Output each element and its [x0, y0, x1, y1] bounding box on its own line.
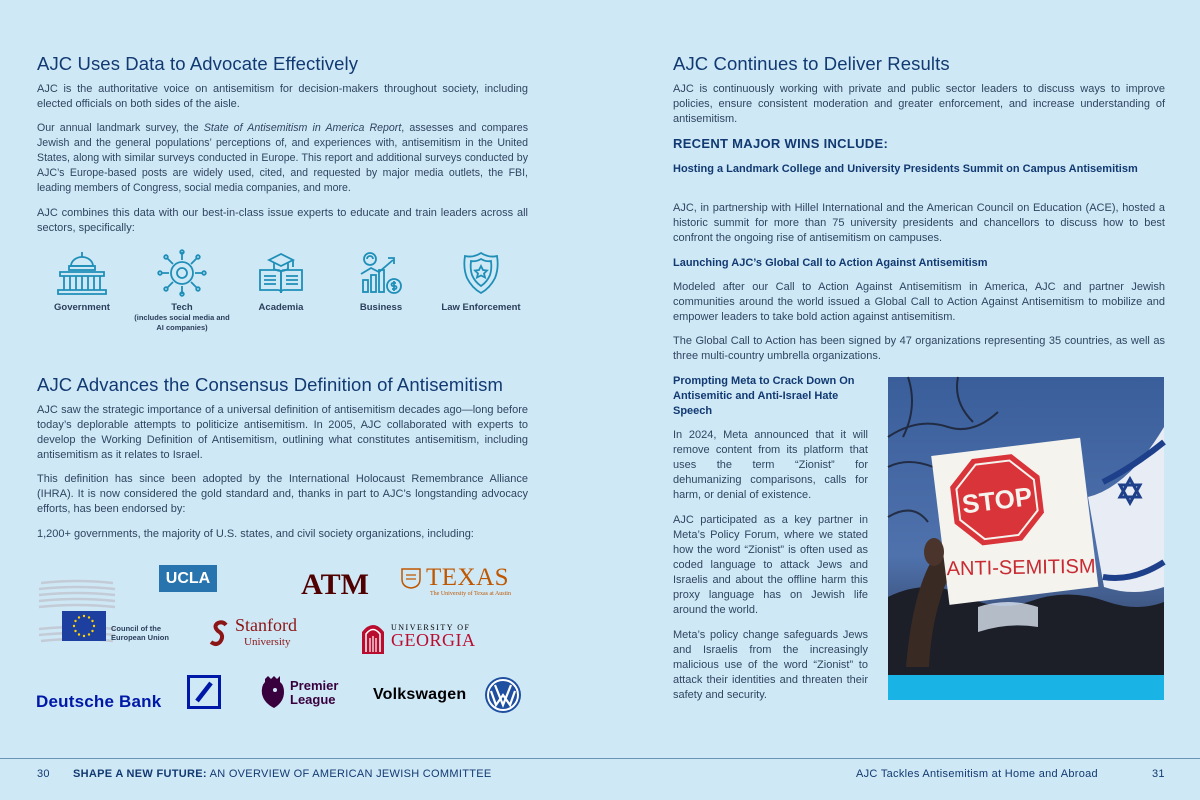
- ut-austin-logo: [400, 565, 525, 601]
- win2-body-1: Modeled after our Call to Action Against Antisemitism in America, AJC and partner Jewish communities around the world issued a Global Call to Action Against Antisemitism to mobilize and empower leaders to take bold action against antisemitism.: [673, 281, 1165, 323]
- premier-league-logo: [259, 675, 349, 711]
- texas-subtitle: The University of Texas at Austin: [430, 591, 511, 597]
- eu-council-text: Council of the European Union: [111, 624, 169, 642]
- stanford-wordmark: Stanford: [235, 615, 297, 635]
- paragraph-results-intro: AJC is continuously working with private and public sector leaders to discuss ways to improve policies, ensure consistent moderation and greater enforcement, and increase understanding of antisemitism.: [673, 83, 1165, 125]
- sector-label: Academia: [258, 302, 304, 313]
- sector-sublabel: (includes social media and AI companies): [134, 313, 230, 332]
- win1-title: Hosting a Landmark College and University Presidents Summit on Campus Antisemitism: [673, 163, 1138, 175]
- sector-tech: [132, 250, 232, 333]
- win3-body-3: Meta’s policy change safeguards Jews and Israelis from the increasingly malicious use of the word “Zionist” to attack their identities and threaten their safety and security.: [673, 629, 868, 701]
- wins-heading: RECENT MAJOR WINS INCLUDE:: [673, 136, 889, 151]
- tamu-mark: ATM: [301, 568, 369, 601]
- volkswagen-wordmark: Volkswagen: [373, 686, 467, 703]
- stanford-s-icon: [211, 619, 231, 649]
- paragraph-annual-survey: Our annual landmark survey, the State of Antisemitism in America Report, assesses and compares Jewish and the general populations’ perceptions of, and experiences with, antisemitism in the United States, along with similar surveys conducted in Europe. This report and additional surveys conducted by AJC’s Europe-based posts are widely used, cited, and requested by major media outlets, the FBI, leading members of Congress, social media companies, and more.: [37, 122, 529, 194]
- georgia-wordmark: GEORGIA: [391, 630, 476, 650]
- protest-photo: [888, 377, 1164, 700]
- section-title-results: AJC Continues to Deliver Results: [673, 53, 950, 74]
- ut-seal-icon: [400, 567, 422, 589]
- footer-right-title: AJC Tackles Antisemitism at Home and Abroad: [856, 768, 1098, 780]
- georgia-arch-icon: [360, 620, 386, 656]
- footer-left-page-number: 30: [37, 768, 50, 780]
- stanford-logo: [211, 617, 311, 653]
- texas-am-logo: [301, 563, 369, 601]
- footer-left-title: SHAPE A NEW FUTURE: AN OVERVIEW OF AMERICAN JEWISH COMMITTEE: [73, 768, 492, 780]
- sign-antisemitism-text: ANTI-SEMITISM: [946, 555, 1096, 581]
- section-title-definition: AJC Advances the Consensus Definition of Antisemitism: [37, 374, 503, 395]
- eu-council-logo: [37, 579, 187, 649]
- sector-label: Tech: [171, 302, 193, 313]
- police-badge-icon: [455, 250, 507, 296]
- report-title: State of Antisemitism in America Report: [203, 122, 402, 134]
- growth-chart-icon: [355, 250, 407, 296]
- footer-right-page-number: 31: [1152, 768, 1165, 780]
- texas-wordmark: TEXAS: [426, 564, 510, 591]
- footer-divider: [0, 758, 1200, 759]
- ucla-logo: UCLA: [159, 565, 217, 592]
- sector-icons-row: [37, 256, 528, 346]
- win3-body-2: AJC participated as a key partner in Meta’s Policy Forum, where we stated how the word “Zionist” is often used as coded language to attack Jews and Israelis and about the offline harm this proxy language has on Jewish life around the world.: [673, 514, 868, 616]
- win3-title: Prompting Meta to Crack Down On Antisemitic and Anti-Israel Hate Speech: [673, 375, 855, 417]
- paragraph-combines-data: AJC combines this data with our best-in-class issue experts to educate and train leaders across all sectors, specifically:: [37, 207, 528, 234]
- capitol-building-icon: [56, 250, 108, 296]
- sector-label: Business: [359, 302, 403, 313]
- paragraph-ihra: This definition has since been adopted by the International Holocaust Remembrance Alliance (IHRA). It is now considered the gold standard and, thanks in part to AJC’s longstanding advocacy efforts, has been endorsed by:: [37, 473, 528, 515]
- georgia-logo: [360, 620, 480, 658]
- georgia-top-text: UNIVERSITY OF: [391, 623, 471, 632]
- sector-government: [32, 250, 132, 313]
- eu-building-icon: [37, 579, 117, 649]
- sector-label: Law Enforcement: [441, 302, 521, 313]
- paragraph-strategic-importance: AJC saw the strategic importance of a universal definition of antisemitism decades ago—long before today’s deplorable attempts to politicize antisemitism. In 2005, AJC collaborated with experts to develop the Working Definition of Antisemitism, outlining what constitutes antisemitism, including antisemitism as it relates to Israel.: [37, 404, 528, 461]
- deutsche-bank-slash-icon: [187, 675, 221, 709]
- sector-business: [331, 250, 431, 313]
- win2-body-2: The Global Call to Action has been signed by 47 organizations representing 35 countries, as well as three multi-country umbrella organizations.: [673, 335, 1165, 362]
- paragraph-authoritative-voice: AJC is the authoritative voice on antisemitism for decision-makers throughout society, including elected officials on both sides of the aisle.: [37, 83, 528, 110]
- win3-body-1: In 2024, Meta announced that it will remove content from its platform that uses the term “Zionist” for dehumanizing comparisons, calls for harm, or denial of existence.: [673, 429, 868, 501]
- volkswagen-emblem-icon: [484, 676, 522, 714]
- stanford-subtitle: University: [244, 636, 291, 648]
- deutsche-bank-wordmark: Deutsche Bank: [36, 692, 162, 711]
- circuit-chip-icon: [156, 250, 208, 296]
- win1-body: AJC, in partnership with Hillel International and the American Council on Education (ACE), hosted a historic summit for more than 75 university presidents and chancellors to discuss how to best confront the ongoing rise of antisemitism on campuses.: [673, 202, 1165, 244]
- sign-stop-text: STOP: [960, 481, 1034, 520]
- win2-title: Launching AJC’s Global Call to Action Against Antisemitism: [673, 257, 988, 269]
- paragraph-endorsers: 1,200+ governments, the majority of U.S. states, and civil society organizations, including:: [37, 528, 474, 540]
- sector-law-enforcement: [431, 250, 531, 313]
- graduation-book-icon: [255, 250, 307, 296]
- sector-label: Government: [54, 302, 110, 313]
- premier-league-wordmark: Premier League: [290, 678, 339, 707]
- section-title-data: AJC Uses Data to Advocate Effectively: [37, 53, 359, 74]
- sector-academia: [231, 250, 331, 313]
- premier-league-lion-icon: [259, 675, 287, 709]
